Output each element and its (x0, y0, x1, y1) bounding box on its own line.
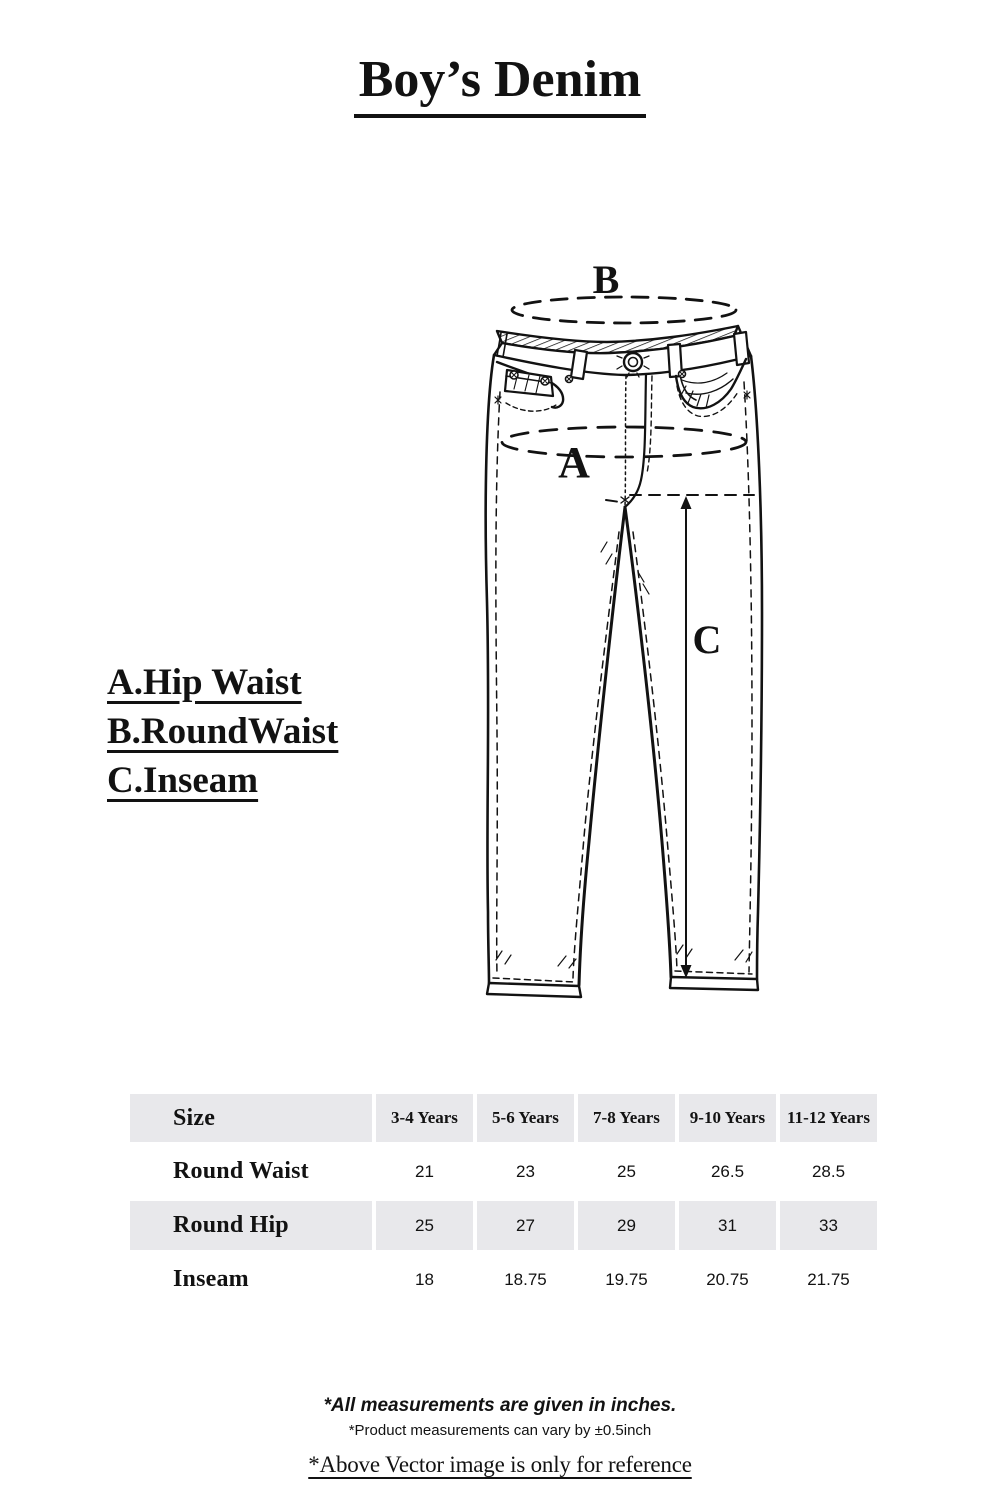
legend-item-inseam: C.Inseam (107, 760, 259, 802)
size-value: 31 (679, 1201, 776, 1250)
table-header-row (130, 1094, 877, 1142)
table-row-round-waist (130, 1142, 877, 1201)
column-header-5-6: 5-6 Years (477, 1094, 574, 1142)
size-value: 25 (376, 1201, 473, 1250)
size-table (130, 1094, 877, 1309)
diagram-label-c: C (692, 617, 722, 662)
row-label: Round Waist (173, 1158, 309, 1184)
crotch-line (606, 495, 754, 503)
fly-stitching (625, 374, 652, 507)
size-value: 18 (415, 1269, 434, 1289)
measurement-legend (107, 658, 338, 806)
size-value: 21 (415, 1161, 434, 1181)
title-wrap (0, 50, 1000, 118)
column-header-11-12: 11-12 Years (780, 1094, 877, 1142)
legend-item-hip-waist: A.Hip Waist (107, 662, 302, 703)
row-label: Inseam (173, 1266, 249, 1292)
left-pocket (497, 362, 563, 411)
diagram-label-b: B (592, 257, 620, 302)
size-value: 18.75 (504, 1269, 547, 1289)
footnote-units: *All measurements are given in inches. (323, 1395, 677, 1416)
round-waist-ellipse (512, 297, 736, 323)
waistband (494, 326, 751, 375)
hip-waist-ellipse (502, 427, 746, 457)
footnotes (0, 1395, 1000, 1478)
size-value: 26.5 (710, 1161, 745, 1181)
footnote-reference: *Above Vector image is only for reference (308, 1452, 692, 1477)
table-row-round-hip (130, 1201, 877, 1250)
inseam-arrow (681, 496, 692, 978)
row-label: Round Hip (130, 1201, 372, 1250)
size-value: 19.75 (605, 1269, 648, 1289)
size-value: 21.75 (807, 1269, 850, 1289)
size-value: 25 (617, 1161, 636, 1181)
size-value: 27 (477, 1201, 574, 1250)
size-value: 23 (516, 1161, 535, 1181)
diagram-label-a: A (558, 438, 590, 487)
column-header-7-8: 7-8 Years (578, 1094, 675, 1142)
page-title: Boy’s Denim (354, 50, 647, 118)
size-value: 20.75 (706, 1269, 749, 1289)
size-value: 28.5 (811, 1161, 846, 1181)
table-row-inseam (130, 1250, 877, 1309)
size-value: 33 (780, 1201, 877, 1250)
column-header-size: Size (130, 1094, 372, 1142)
column-header-3-4: 3-4 Years (376, 1094, 473, 1142)
jeans-diagram (430, 252, 880, 1012)
legend-item-round-waist: B.RoundWaist (107, 711, 339, 753)
size-value: 29 (578, 1201, 675, 1250)
footnote-tolerance: *Product measurements can vary by ±0.5inch (348, 1422, 652, 1439)
column-header-9-10: 9-10 Years (679, 1094, 776, 1142)
